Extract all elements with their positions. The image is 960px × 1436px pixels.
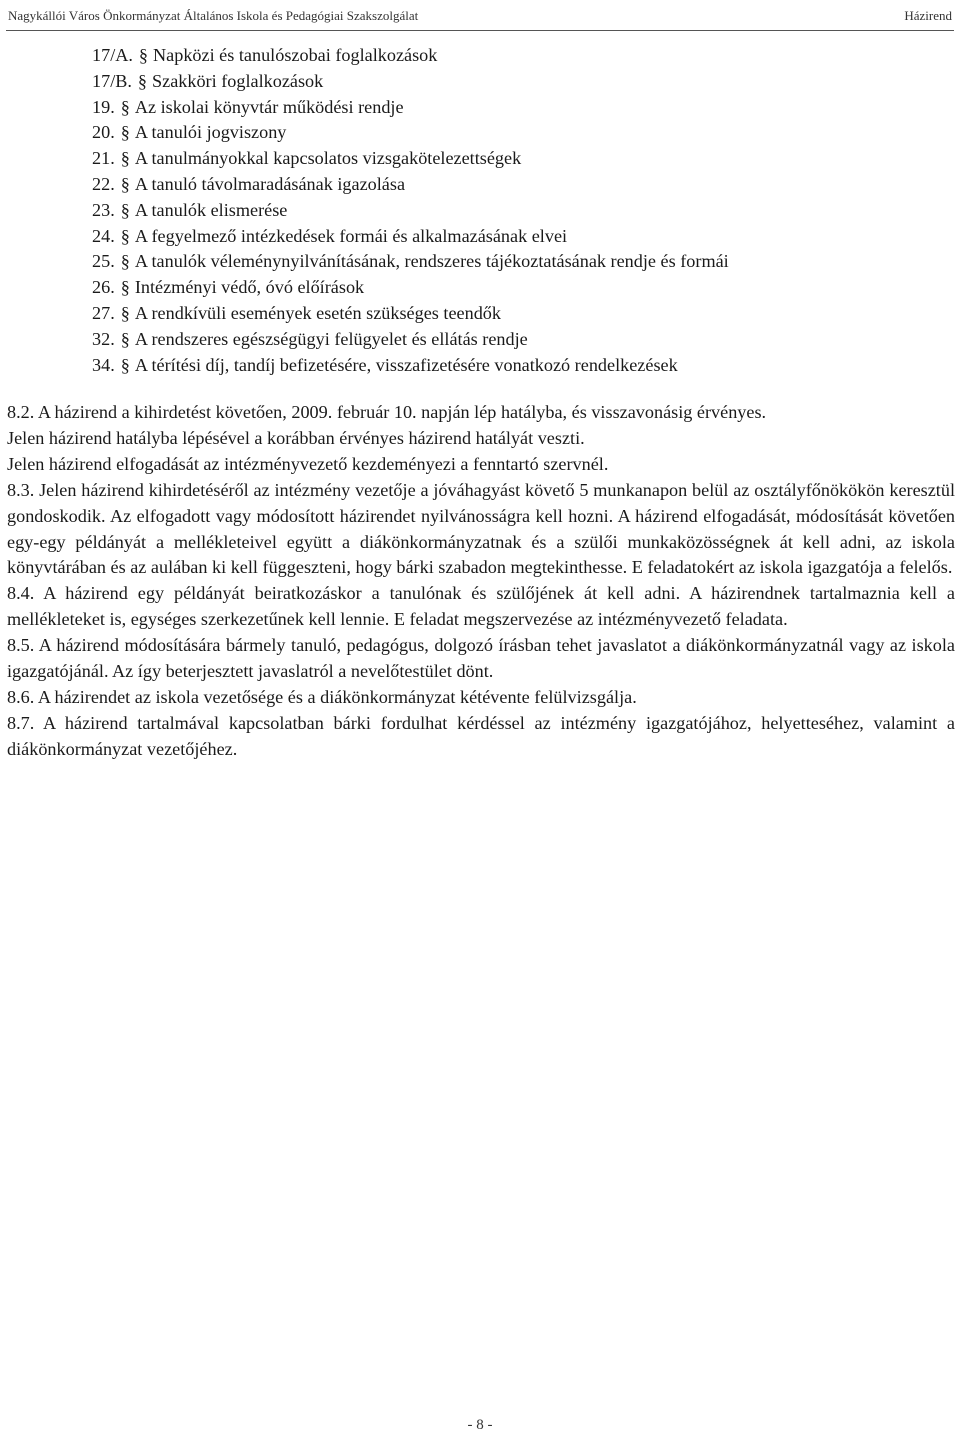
section-list-item bbox=[92, 43, 952, 69]
document-body bbox=[7, 400, 955, 763]
section-number: 20. bbox=[92, 122, 115, 143]
section-number: 17/B. bbox=[92, 70, 132, 91]
section-number: 21. bbox=[92, 148, 115, 169]
page-header bbox=[8, 5, 952, 27]
section-title: A fegyelmező intézkedések formái és alkalmazásának elvei bbox=[134, 225, 568, 246]
section-title: A térítési díj, tandíj befizetésére, visszafizetésére vonatkozó rendelkezések bbox=[134, 354, 678, 375]
section-list-item bbox=[92, 95, 952, 121]
section-list-item bbox=[92, 198, 952, 224]
section-title: Az iskolai könyvtár működési rendje bbox=[134, 96, 404, 117]
section-sign: § bbox=[120, 251, 130, 272]
section-number: 23. bbox=[92, 199, 115, 220]
section-title: A tanulmányokkal kapcsolatos vizsgakötelezettségek bbox=[134, 148, 522, 169]
section-list-item bbox=[92, 120, 952, 146]
section-sign: § bbox=[120, 122, 130, 143]
section-title: A tanuló távolmaradásának igazolása bbox=[134, 173, 406, 194]
section-list-item bbox=[92, 353, 952, 379]
section-title: Napközi és tanulószobai foglalkozások bbox=[153, 45, 438, 65]
section-number: 24. bbox=[92, 225, 115, 246]
page-number: - 8 - bbox=[467, 1417, 493, 1433]
body-paragraph: 8.3. Jelen házirend kihirdetéséről az intézmény vezetője a jóváhagyást követő 5 munkanapon belül az osztályfőnökökön keresztül gondoskodik. Az elfogadott vagy módosított házirendet nyilvánosságra kell hozni. A házirend elfogadását, módosítását követően egy-egy példányát a mellékleteivel együtt a diákönkormányzatnak és a szülői munkaközösségnek át kell adni, az iskola könyvtárában és az aulában ki kell függeszteni, hogy bárki szabadon megtekinthesse. E feladatokért az iskola igazgatója a felelős. bbox=[7, 479, 955, 578]
section-list-item bbox=[92, 275, 952, 301]
section-number: 17/A. bbox=[92, 45, 133, 65]
section-sign: § bbox=[120, 148, 130, 169]
section-title: A rendkívüli események esetén szükséges teendők bbox=[134, 302, 501, 323]
section-sign: § bbox=[138, 45, 149, 65]
section-list-item bbox=[92, 146, 952, 172]
section-number: 25. bbox=[92, 251, 115, 272]
section-number: 34. bbox=[92, 354, 115, 375]
section-list bbox=[92, 43, 952, 378]
section-title: A tanulók elismerése bbox=[134, 199, 288, 220]
body-paragraph: 8.6. A házirendet az iskola vezetősége és a diákönkormányzat kétévente felülvizsgálja. bbox=[7, 686, 637, 707]
section-title: Szakköri foglalkozások bbox=[152, 70, 324, 91]
header-institution-name: Nagykállói Város Önkormányzat Általános Iskola és Pedagógiai Szakszolgálat bbox=[8, 8, 419, 23]
section-list-item bbox=[92, 301, 952, 327]
body-paragraph: Jelen házirend hatályba lépésével a korábban érvényes házirend hatályát veszti. bbox=[7, 427, 585, 448]
section-title: Intézményi védő, óvó előírások bbox=[134, 277, 365, 298]
section-number: 26. bbox=[92, 277, 115, 298]
section-sign: § bbox=[120, 328, 130, 349]
body-paragraph: 8.2. A házirend a kihirdetést követően, 2009. február 10. napján lép hatályba, és visszavonásig érvényes. bbox=[7, 402, 767, 422]
section-title: A tanulók véleménynyilvánításának, rendszeres tájékoztatásának rendje és formái bbox=[134, 251, 729, 272]
body-paragraph: 8.4. A házirend egy példányát beiratkozáskor a tanulónak és szülőjének át kell adni. A házirendnek tartalmaznia kell a mellékleteket is, egységes szerkezetűnek kell lennie. E feladat megszervezése az intézményvezető feladata. bbox=[7, 583, 955, 630]
section-list-item bbox=[92, 172, 952, 198]
section-title: A tanulói jogviszony bbox=[134, 122, 287, 143]
section-list-item bbox=[92, 69, 952, 95]
section-number: 22. bbox=[92, 173, 115, 194]
header-divider bbox=[6, 30, 954, 31]
section-number: 19. bbox=[92, 96, 115, 117]
body-paragraph: 8.7. A házirend tartalmával kapcsolatban bárki fordulhat kérdéssel az intézmény igazgatójához, helyetteséhez, valamint a diákönkormányzat vezetőjéhez. bbox=[7, 712, 955, 759]
section-sign: § bbox=[120, 354, 130, 375]
section-sign: § bbox=[137, 70, 148, 91]
section-sign: § bbox=[120, 277, 130, 298]
section-list-item bbox=[92, 327, 952, 353]
section-sign: § bbox=[120, 173, 130, 194]
section-list-item bbox=[92, 224, 952, 250]
section-sign: § bbox=[120, 96, 130, 117]
section-sign: § bbox=[120, 199, 130, 220]
section-sign: § bbox=[120, 225, 130, 246]
body-paragraph: Jelen házirend elfogadását az intézményvezető kezdeményezi a fenntartó szervnél. bbox=[7, 453, 609, 474]
header-document-title: Házirend bbox=[904, 8, 952, 23]
section-list-item bbox=[92, 249, 952, 275]
section-title: A rendszeres egészségügyi felügyelet és ellátás rendje bbox=[134, 328, 528, 349]
body-paragraph: 8.5. A házirend módosítására bármely tanuló, pedagógus, dolgozó írásban tehet javaslatot a diákönkormányzatnál vagy az iskola igazgatójánál. Az így beterjesztett javaslatról a nevelőtestület dönt. bbox=[7, 635, 955, 682]
section-sign: § bbox=[120, 302, 130, 323]
section-number: 32. bbox=[92, 328, 115, 349]
section-number: 27. bbox=[92, 302, 115, 323]
